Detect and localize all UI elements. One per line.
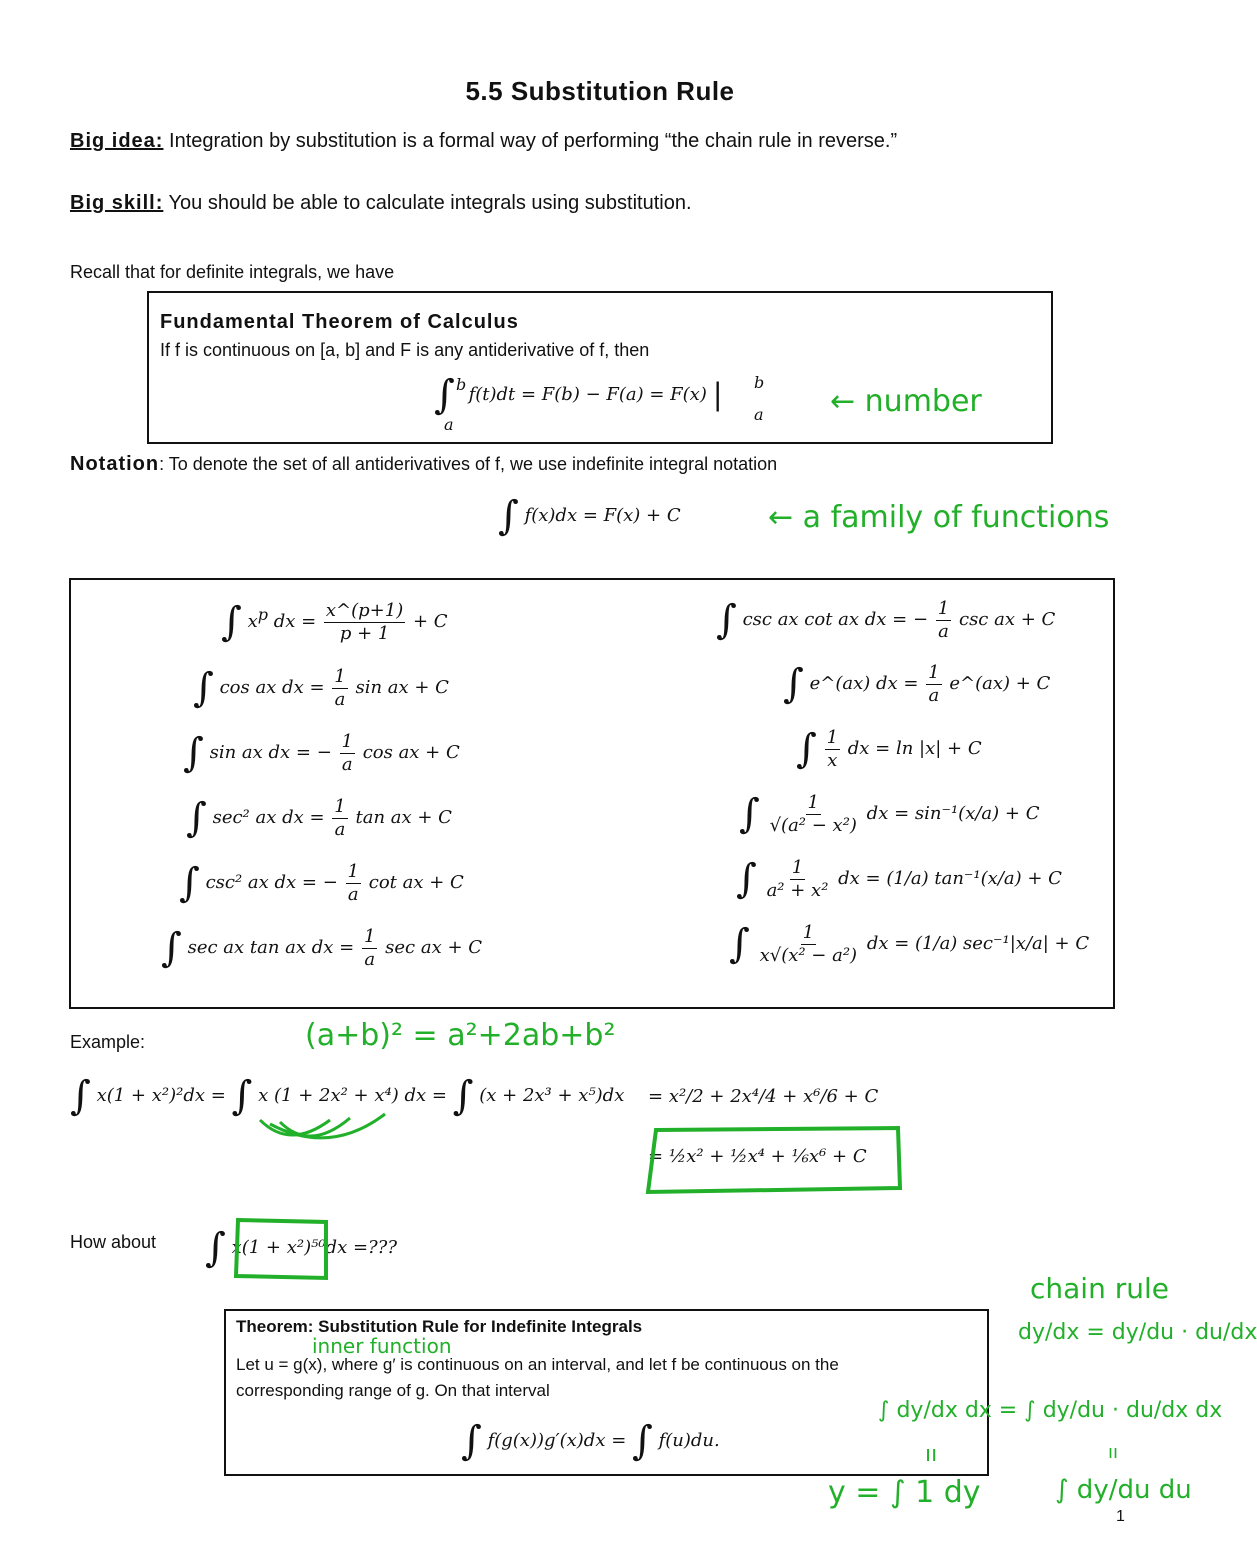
integral-sign: ∫ [186, 795, 207, 842]
ftc-lower: a [444, 415, 454, 434]
formula-ln [796, 727, 982, 771]
notation [70, 453, 777, 476]
annotation-inner-function: inner function [312, 1334, 452, 1358]
ftc-upper: b [456, 375, 467, 394]
integral-sign: ∫ [739, 791, 760, 838]
integral-sign: ∫ [434, 372, 455, 418]
annotation-chain-int: ∫ dy/dx dx = ∫ dy/du · du/dx dx [878, 1398, 1223, 1423]
annotation-equals-left: ıı [925, 1442, 938, 1467]
annotation-y-equation: y = ∫ 1 dy [828, 1475, 981, 1510]
integral-sign: ∫ [729, 921, 750, 968]
fraction-den: a [938, 620, 949, 642]
ftc-heading: Fundamental Theorem of Calculus [160, 311, 519, 333]
eval-bar: | [712, 377, 723, 413]
how-about-expression: x(1 + x²)⁵⁰dx =??? [231, 1237, 397, 1258]
theorem-formula [461, 1418, 720, 1464]
integral-sign: ∫ [179, 860, 200, 907]
formula-csc2 [179, 861, 464, 905]
integral-sign: ∫ [632, 1418, 653, 1464]
formula-part: dx = [267, 611, 322, 633]
page-number: 1 [1116, 1508, 1125, 1525]
integral-sign: ∫ [452, 1073, 474, 1119]
notation-formula [498, 493, 681, 539]
formula-part: x [247, 611, 258, 633]
integral-sign: ∫ [796, 726, 817, 773]
integral-sign: ∫ [221, 599, 242, 646]
notation-expression: f(x)dx = F(x) + C [524, 505, 681, 526]
ftc-eval-lower: a [754, 405, 764, 424]
formula-part: cos ax dx = [219, 677, 331, 699]
fraction [825, 727, 840, 771]
ftc-eval-upper: b [754, 373, 765, 392]
integral-sign: ∫ [231, 1073, 253, 1119]
integral-sign: ∫ [461, 1418, 482, 1464]
fraction-num: 1 [791, 857, 804, 878]
annotation-chain-eq: dy/dx = dy/du · du/dx [1018, 1320, 1257, 1345]
annotation-arcs [250, 1100, 410, 1150]
annotation-number: ← number [830, 384, 982, 419]
integral-sign: ∫ [716, 597, 737, 644]
formula-part: dx = ln |x| + C [847, 738, 982, 760]
formula-part: cos ax + C [362, 742, 460, 764]
formula-part: csc² ax dx = − [205, 872, 338, 894]
formula-part: sin ax + C [355, 677, 449, 699]
formula-part: e^(ax) + C [949, 673, 1051, 695]
ftc-formula [434, 372, 765, 434]
theorem-line1: Let u = g(x), where g′ is continuous on an interval, and let f be continuous on the [236, 1355, 839, 1374]
integral-sign: ∫ [70, 1073, 91, 1119]
formula-part: e^(ax) dx = [809, 673, 925, 695]
big-skill-text: You should be able to calculate integrals using substitution. [163, 192, 692, 214]
formula-csccot [716, 598, 1055, 642]
fraction [768, 792, 859, 836]
integral-sign: ∫ [193, 665, 214, 712]
formula-arctan [736, 857, 1062, 901]
fraction [332, 796, 347, 840]
formula-arcsec [729, 922, 1089, 966]
annotation-family: ← a family of functions [768, 500, 1110, 535]
integral-sign: ∫ [783, 661, 804, 708]
example-part2: x (1 + 2x² + x⁴) dx = [258, 1085, 447, 1106]
formula-part: p [257, 605, 268, 625]
fraction-den: √(a² − x²) [769, 814, 857, 836]
formula-sectan [161, 926, 482, 970]
annotation-equals-right: ıı [1108, 1442, 1119, 1463]
integral-sign: ∫ [183, 730, 204, 777]
notation-text: : To denote the set of all antiderivatives of f, we use indefinite integral notation [159, 454, 778, 474]
formula-part: sec ax tan ax dx = [187, 937, 360, 959]
fraction-num: 1 [937, 598, 950, 619]
integral-sign: ∫ [161, 925, 182, 972]
notation-label: Notation [70, 453, 160, 475]
fraction-den: a [334, 688, 346, 710]
fraction-den: a [364, 948, 376, 970]
annotation-chain-title: chain rule [1030, 1272, 1169, 1305]
formula-part: dx = sin⁻¹(x/a) + C [866, 803, 1040, 825]
formula-part: + C [412, 611, 448, 633]
fraction-den: a [347, 883, 359, 905]
fraction-num: 1 [363, 926, 376, 947]
big-idea [70, 130, 897, 153]
formula-sec2 [186, 796, 452, 840]
example-label: Example: [70, 1032, 146, 1052]
big-skill-label: Big skill: [70, 192, 164, 214]
formula-part: tan ax + C [355, 807, 452, 829]
integral-sign: ∫ [205, 1225, 226, 1271]
big-skill [70, 192, 692, 215]
integral-sign: ∫ [498, 493, 519, 539]
formula-arcsin [739, 792, 1039, 836]
formula-part: sin ax dx = − [209, 742, 332, 764]
fraction [324, 600, 405, 644]
integral-table [69, 578, 1115, 1009]
theorem-line2: corresponding range of g. On that interval [236, 1381, 550, 1400]
example-part1: x(1 + x²)²dx = [96, 1085, 226, 1106]
example-part3: (x + 2x³ + x⁵)dx [479, 1085, 625, 1106]
annotation-du-integral: ∫ dy/du du [1055, 1475, 1192, 1505]
fraction-num: 1 [347, 861, 359, 882]
fraction [332, 666, 347, 710]
example-final: = ½x² + ½x⁴ + ⅙x⁶ + C [648, 1146, 867, 1167]
formula-part: sec² ax dx = [212, 807, 331, 829]
fraction-den: a² + x² [766, 879, 829, 901]
example-result: = x²/2 + 2x⁴/4 + x⁶/6 + C [648, 1086, 879, 1107]
formula-sin [183, 731, 460, 775]
fraction [936, 598, 951, 642]
fraction-num: 1 [334, 796, 346, 817]
formula-power [221, 600, 448, 644]
theorem-title: Theorem: Substitution Rule for Indefinite Integrals [236, 1317, 643, 1336]
page-title: 5.5 Substitution Rule [465, 76, 735, 106]
big-idea-text: Integration by substitution is a formal way of performing “the chain rule in reverse.” [163, 130, 898, 152]
fraction [362, 926, 377, 970]
big-idea-label: Big idea: [70, 130, 164, 152]
ftc-expression: f(t)dt = F(b) − F(a) = F(x) [468, 384, 707, 405]
fraction-den: x√(x² − a²) [759, 944, 858, 966]
how-about-label: How about [70, 1232, 157, 1252]
formula-part: csc ax cot ax dx = − [742, 609, 929, 631]
fraction-num: 1 [928, 662, 940, 683]
fraction-den: a [341, 753, 353, 775]
theorem-lhs: f(g(x))g′(x)dx = [487, 1430, 627, 1451]
fraction-den: a [928, 684, 940, 706]
fraction-num: 1 [807, 792, 819, 813]
fraction [340, 731, 355, 775]
fraction [346, 861, 361, 905]
formula-part: sec ax + C [385, 937, 483, 959]
ftc-text: If f is continuous on [a, b] and F is any antiderivative of f, then [160, 340, 650, 360]
annotation-inner-box [232, 1216, 332, 1282]
fraction-den: x [827, 749, 838, 771]
recall-text: Recall that for definite integrals, we have [70, 262, 395, 282]
fraction-num: 1 [334, 666, 346, 687]
fraction-num: 1 [341, 731, 353, 752]
fraction [765, 857, 831, 901]
fraction-num: 1 [826, 727, 839, 748]
formula-cos [193, 666, 449, 710]
annotation-binomial: (a+b)² = a²+2ab+b² [305, 1018, 616, 1053]
formula-part: dx = (1/a) sec⁻¹|x/a| + C [866, 933, 1090, 955]
formula-exp [783, 662, 1050, 706]
formula-part: csc ax + C [958, 609, 1056, 631]
fraction-num: 1 [802, 922, 815, 943]
fraction [926, 662, 941, 706]
ftc-box [147, 291, 1053, 444]
theorem-rhs: f(u)du. [658, 1430, 720, 1451]
fraction-num: x^(p+1) [325, 600, 404, 621]
formula-part: cot ax + C [368, 872, 464, 894]
fraction [758, 922, 860, 966]
fraction-den: a [334, 818, 346, 840]
annotation-answer-box [642, 1124, 904, 1196]
fraction-den: p + 1 [339, 622, 390, 644]
integral-sign: ∫ [736, 856, 757, 903]
formula-part: dx = (1/a) tan⁻¹(x/a) + C [838, 868, 1062, 890]
